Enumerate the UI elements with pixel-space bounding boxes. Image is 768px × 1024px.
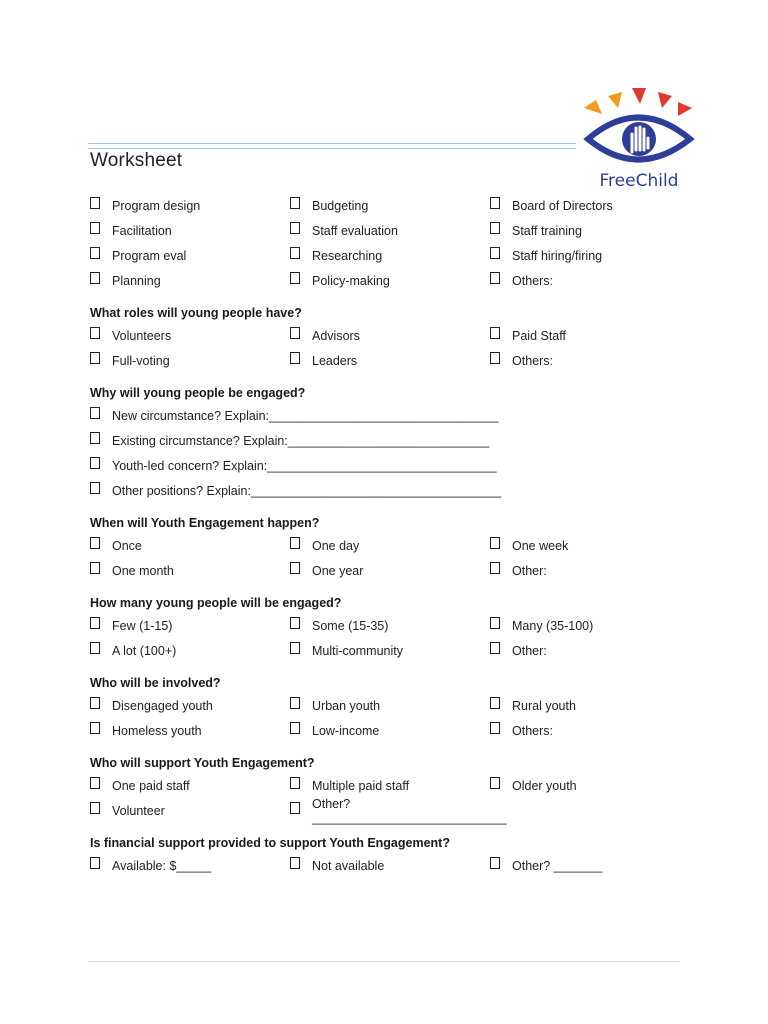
option-label: Youth-led concern? Explain:_________________________________: [112, 458, 497, 473]
option-item[interactable]: [490, 249, 690, 263]
option-item[interactable]: [290, 249, 490, 263]
option-label: Researching: [312, 248, 383, 263]
section-question: Is financial support provided to support Youth Engagement?: [90, 836, 450, 850]
option-item[interactable]: [290, 644, 490, 658]
option-label: Volunteer: [112, 803, 165, 818]
option-row: [90, 218, 690, 243]
option-item[interactable]: [490, 274, 690, 288]
option-label: Advisors: [312, 328, 360, 343]
checkbox[interactable]: [290, 197, 300, 209]
checkbox[interactable]: [90, 642, 100, 654]
option-label: Other? ____________________________: [312, 796, 507, 825]
checkbox[interactable]: [290, 272, 300, 284]
option-item[interactable]: [90, 199, 290, 213]
option-item[interactable]: [90, 564, 290, 578]
option-item[interactable]: [90, 409, 690, 423]
option-label: Older youth: [512, 778, 577, 793]
logo-text: FreeChild: [599, 171, 679, 191]
option-row: [90, 693, 690, 718]
option-item[interactable]: [490, 779, 690, 793]
section-question: When will Youth Engagement happen?: [90, 516, 320, 530]
option-label: A lot (100+): [112, 643, 177, 658]
option-item[interactable]: [490, 224, 690, 238]
option-label: Facilitation: [112, 223, 172, 238]
option-label: One month: [112, 563, 174, 578]
option-label: Program design: [112, 198, 201, 213]
checkbox[interactable]: [290, 537, 300, 549]
option-item[interactable]: [290, 539, 490, 553]
checkbox[interactable]: [490, 697, 500, 709]
checkbox[interactable]: [90, 562, 100, 574]
option-item[interactable]: [90, 644, 290, 658]
option-row: [90, 773, 690, 798]
checkbox[interactable]: [90, 407, 100, 419]
option-item[interactable]: [90, 619, 290, 633]
checkbox[interactable]: [90, 777, 100, 789]
logo-ray: [608, 92, 622, 108]
section-question: Why will young people be engaged?: [90, 386, 306, 400]
option-label: Planning: [112, 273, 161, 288]
section-gap: [90, 503, 690, 513]
option-label: Policy-making: [312, 273, 390, 288]
section-gap: [90, 373, 690, 383]
option-label: Staff evaluation: [312, 223, 398, 238]
option-item[interactable]: [290, 329, 490, 343]
checkbox[interactable]: [290, 777, 300, 789]
worksheet-content: [90, 193, 690, 878]
section-question: How many young people will be engaged?: [90, 596, 342, 610]
option-row: [90, 533, 690, 558]
checkbox[interactable]: [490, 247, 500, 259]
option-row: [90, 718, 690, 743]
option-row: [90, 558, 690, 583]
option-item[interactable]: [490, 564, 690, 578]
freechild-logo: [578, 82, 698, 192]
option-item[interactable]: [90, 434, 690, 448]
option-item[interactable]: [490, 539, 690, 553]
option-label: Some (15-35): [312, 618, 389, 633]
option-item[interactable]: [90, 224, 290, 238]
option-item[interactable]: [290, 859, 490, 873]
option-label: Other:: [512, 643, 547, 658]
option-item[interactable]: [490, 699, 690, 713]
option-label: Not available: [312, 858, 385, 873]
checkbox[interactable]: [290, 352, 300, 364]
option-item[interactable]: [90, 804, 290, 818]
option-item[interactable]: [90, 539, 290, 553]
checkbox[interactable]: [90, 327, 100, 339]
section-question: What roles will young people have?: [90, 306, 302, 320]
option-item[interactable]: [490, 859, 690, 873]
title-rule: [88, 143, 576, 149]
logo-ray: [584, 100, 602, 114]
option-label: Paid Staff: [512, 328, 566, 343]
logo-ray: [678, 102, 692, 116]
option-label: Budgeting: [312, 198, 369, 213]
option-label: Existing circumstance? Explain:_____________________________: [112, 433, 490, 448]
option-item[interactable]: [90, 699, 290, 713]
section-gap: [90, 293, 690, 303]
checkbox[interactable]: [90, 537, 100, 549]
checkbox[interactable]: [90, 457, 100, 469]
option-label: Staff training: [512, 223, 582, 238]
option-row: [90, 428, 690, 453]
option-item[interactable]: [290, 354, 490, 368]
option-label: Homeless youth: [112, 723, 202, 738]
option-label: Few (1-15): [112, 618, 173, 633]
option-label: Others:: [512, 723, 553, 738]
option-label: One paid staff: [112, 778, 190, 793]
option-label: Low-income: [312, 723, 380, 738]
option-label: Available: $_____: [112, 858, 212, 873]
section-question: Who will support Youth Engagement?: [90, 756, 315, 770]
checkbox[interactable]: [90, 857, 100, 869]
option-row: [90, 348, 690, 373]
option-label: Board of Directors: [512, 198, 613, 213]
option-label: Once: [112, 538, 142, 553]
option-row: [90, 478, 690, 503]
option-label: One week: [512, 538, 569, 553]
checkbox[interactable]: [490, 777, 500, 789]
option-label: Disengaged youth: [112, 698, 213, 713]
option-item[interactable]: [290, 779, 490, 793]
checkbox[interactable]: [490, 197, 500, 209]
option-item[interactable]: [290, 724, 490, 738]
option-label: Rural youth: [512, 698, 576, 713]
checkbox[interactable]: [90, 352, 100, 364]
checkbox[interactable]: [490, 222, 500, 234]
footer-rule: [88, 961, 680, 962]
checkbox[interactable]: [490, 857, 500, 869]
option-label: Staff hiring/firing: [512, 248, 603, 263]
section-question: Who will be involved?: [90, 676, 221, 690]
checkbox[interactable]: [490, 537, 500, 549]
checkbox[interactable]: [290, 857, 300, 869]
checkbox[interactable]: [490, 327, 500, 339]
checkbox[interactable]: [290, 642, 300, 654]
checkbox[interactable]: [490, 272, 500, 284]
checkbox[interactable]: [90, 222, 100, 234]
option-label: Urban youth: [312, 698, 381, 713]
checkbox[interactable]: [90, 482, 100, 494]
option-item[interactable]: [290, 699, 490, 713]
option-row: [90, 403, 690, 428]
option-item[interactable]: [490, 724, 690, 738]
option-label: Leaders: [312, 353, 358, 368]
option-item[interactable]: [90, 354, 290, 368]
logo-ray: [658, 92, 672, 108]
option-row: [90, 453, 690, 478]
option-row: [90, 853, 690, 878]
option-item[interactable]: [90, 779, 290, 793]
option-item[interactable]: [290, 224, 490, 238]
option-item[interactable]: [90, 274, 290, 288]
section-gap: [90, 663, 690, 673]
logo-ray: [632, 88, 646, 104]
checkbox[interactable]: [290, 562, 300, 574]
option-label: Other positions? Explain:____________________________________: [112, 483, 502, 498]
option-label: Others:: [512, 353, 553, 368]
option-row: [90, 323, 690, 348]
option-item[interactable]: [490, 354, 690, 368]
option-label: One year: [312, 563, 364, 578]
option-row: [90, 268, 690, 293]
option-item[interactable]: [290, 274, 490, 288]
checkbox[interactable]: [90, 272, 100, 284]
checkbox[interactable]: [490, 352, 500, 364]
checkbox[interactable]: [490, 722, 500, 734]
option-item[interactable]: [90, 724, 290, 738]
checkbox[interactable]: [90, 617, 100, 629]
option-row: [90, 243, 690, 268]
option-label: Full-voting: [112, 353, 170, 368]
option-label: Others:: [512, 273, 553, 288]
section-gap: [90, 743, 690, 753]
option-item[interactable]: [290, 199, 490, 213]
checkbox[interactable]: [90, 697, 100, 709]
option-item[interactable]: [490, 199, 690, 213]
checkbox[interactable]: [290, 222, 300, 234]
option-item[interactable]: [90, 329, 290, 343]
checkbox[interactable]: [290, 617, 300, 629]
option-row: [90, 613, 690, 638]
option-item[interactable]: [490, 619, 690, 633]
checkbox[interactable]: [90, 432, 100, 444]
page-title: Worksheet: [90, 150, 183, 171]
checkbox[interactable]: [90, 247, 100, 259]
checkbox[interactable]: [90, 722, 100, 734]
option-label: Other? _______: [512, 858, 603, 873]
checkbox[interactable]: [90, 802, 100, 814]
option-label: Many (35-100): [512, 618, 594, 633]
option-item[interactable]: [490, 644, 690, 658]
option-label: Program eval: [112, 248, 187, 263]
checkbox[interactable]: [490, 562, 500, 574]
option-row: [90, 638, 690, 663]
option-item[interactable]: [90, 459, 690, 473]
section-gap: [90, 823, 690, 833]
checkbox[interactable]: [290, 722, 300, 734]
option-label: Multiple paid staff: [312, 778, 410, 793]
option-item[interactable]: [290, 564, 490, 578]
option-item[interactable]: [90, 859, 290, 873]
option-row: [90, 798, 690, 823]
option-item[interactable]: [490, 329, 690, 343]
checkbox[interactable]: [290, 327, 300, 339]
checkbox[interactable]: [290, 802, 300, 814]
option-label: New circumstance? Explain:_________________________________: [112, 408, 499, 423]
option-label: Volunteers: [112, 328, 172, 343]
checkbox[interactable]: [90, 197, 100, 209]
option-label: Multi-community: [312, 643, 403, 658]
option-item[interactable]: [290, 796, 507, 825]
checkbox[interactable]: [290, 247, 300, 259]
checkbox[interactable]: [290, 697, 300, 709]
option-item[interactable]: [290, 619, 490, 633]
checkbox[interactable]: [490, 617, 500, 629]
option-row: [90, 193, 690, 218]
option-item[interactable]: [90, 249, 290, 263]
option-item[interactable]: [90, 484, 690, 498]
option-label: Other:: [512, 563, 547, 578]
option-label: One day: [312, 538, 360, 553]
checkbox[interactable]: [490, 642, 500, 654]
section-gap: [90, 583, 690, 593]
